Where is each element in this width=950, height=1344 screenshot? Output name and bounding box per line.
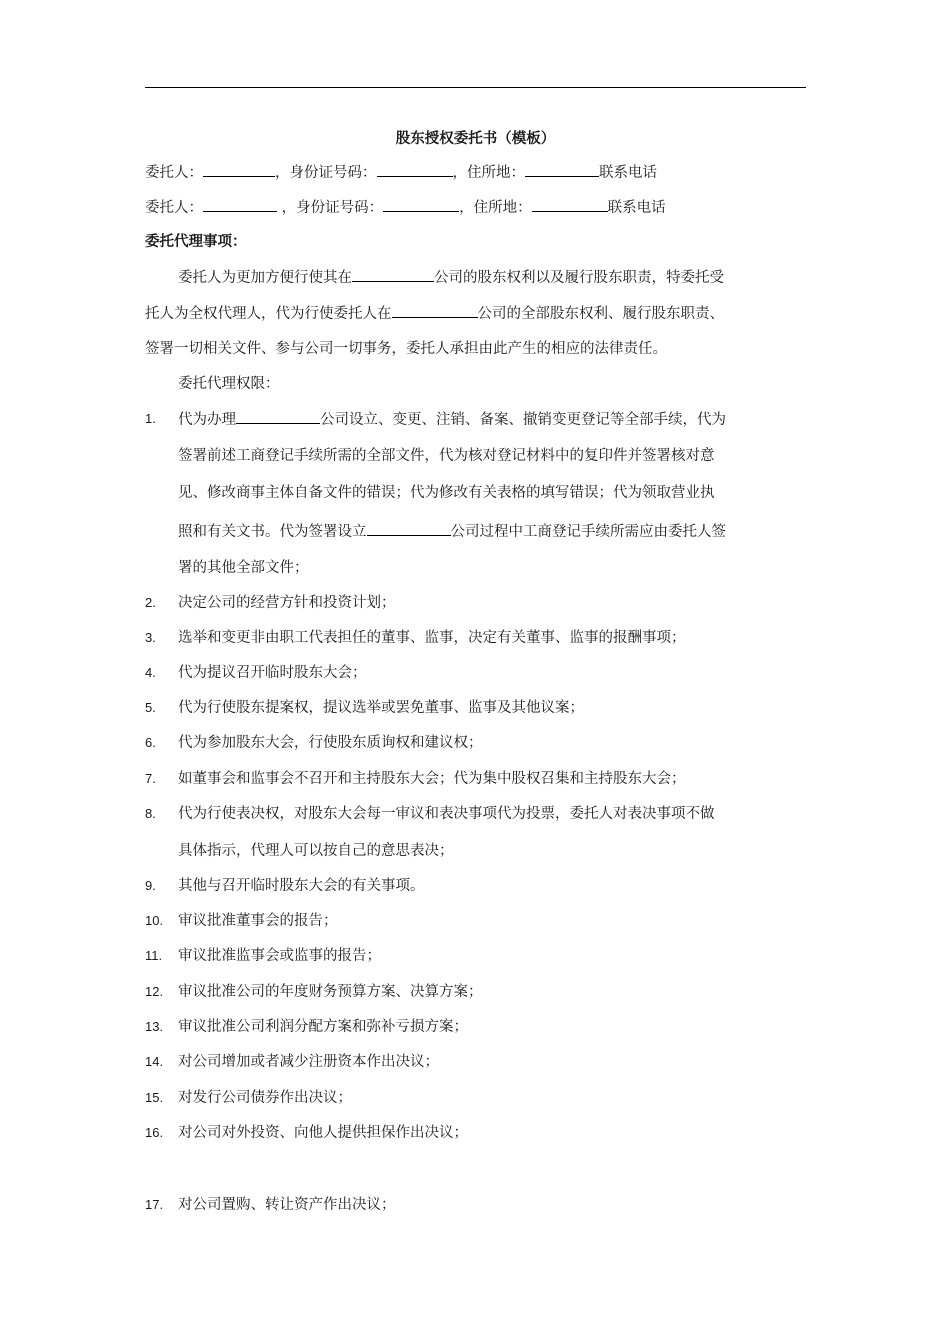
list-item-number: 9. (145, 878, 156, 893)
list-item-number: 14. (145, 1054, 164, 1069)
list-item (178, 409, 806, 430)
principal-name-blank[interactable] (203, 162, 275, 177)
item-text: 公司过程中工商登记手续所需应由委托人签 (450, 524, 726, 540)
company-name-blank[interactable] (236, 409, 320, 424)
list-item-number: 10. (145, 913, 164, 928)
list-item: 审议批准监事会或监事的报告； (178, 948, 381, 964)
list-item-number: 12. (145, 984, 164, 999)
list-item-number: 1. (145, 411, 156, 426)
list-item: 代为提议召开临时股东大会； (178, 665, 367, 681)
list-item-continuation: 具体指示，代理人可以按自己的意思表决； (178, 843, 454, 859)
list-item-number: 13. (145, 1019, 164, 1034)
list-item: 代为行使股东提案权，提议选举或罢免董事、监事及其他议案； (178, 700, 584, 716)
list-item: 对发行公司债券作出决议； (178, 1090, 352, 1106)
document-title: 股东授权委托书（模板） (395, 131, 556, 147)
item-text: 公司设立、变更、注销、备案、撤销变更登记等全部手续，代为 (320, 412, 726, 428)
intro-text: 托人为全权代理人，代为行使委托人在 (145, 306, 392, 322)
principal-label: 委托人： (145, 165, 203, 181)
list-item: 决定公司的经营方针和投资计划； (178, 595, 396, 611)
list-item: 代为参加股东大会，行使股东质询权和建议权； (178, 735, 483, 751)
id-label: ，身份证号码： (277, 200, 384, 216)
company-name-blank[interactable] (367, 521, 451, 536)
list-item: 代为行使表决权，对股东大会每一审议和表决事项代为投票，委托人对表决事项不做 (178, 806, 715, 822)
list-item-number: 2. (145, 595, 156, 610)
item-text: 照和有关文书。代为签署设立 (178, 524, 367, 540)
id-label: ，身份证号码： (275, 165, 377, 181)
intro-line-3: 签署一切相关文件、参与公司一切事务，委托人承担由此产生的相应的法律责任。 (145, 341, 667, 357)
list-item-number: 6. (145, 735, 156, 750)
address-blank[interactable] (525, 162, 599, 177)
intro-text: 公司的股东权利以及履行股东职责，特委托受 (434, 270, 724, 286)
phone-label: 联系电话 (607, 200, 666, 216)
list-item-continuation (178, 521, 806, 542)
list-item-number: 16. (145, 1125, 164, 1140)
company-name-blank[interactable] (392, 303, 478, 318)
list-item: 审议批准公司的年度财务预算方案、决算方案； (178, 984, 483, 1000)
list-item: 如董事会和监事会不召开和主持股东大会；代为集中股权召集和主持股东大会； (178, 771, 686, 787)
id-number-blank[interactable] (383, 197, 459, 212)
intro-text: 委托人为更加方便行使其在 (178, 270, 352, 286)
list-item-number: 4. (145, 665, 156, 680)
id-number-blank[interactable] (377, 162, 453, 177)
principal-row-1 (145, 162, 806, 183)
list-item-number: 8. (145, 806, 156, 821)
list-item-number: 7. (145, 771, 156, 786)
principal-row-2 (145, 197, 806, 218)
intro-line-2 (145, 303, 806, 324)
authority-heading: 委托代理权限： (178, 376, 280, 392)
intro-text: 公司的全部股东权利、履行股东职责、 (477, 306, 724, 322)
address-label: ，住所地： (452, 165, 525, 181)
principal-label: 委托人： (145, 200, 203, 216)
list-item: 对公司增加或者减少注册资本作出决议； (178, 1054, 439, 1070)
list-item-number: 5. (145, 700, 156, 715)
list-item-number: 3. (145, 630, 156, 645)
list-item-continuation: 署的其他全部文件； (178, 560, 309, 576)
principal-name-blank[interactable] (203, 197, 277, 212)
list-item: 选举和变更非由职工代表担任的董事、监事，决定有关董事、监事的报酬事项； (178, 630, 686, 646)
list-item-number: 11. (145, 948, 163, 963)
address-blank[interactable] (532, 197, 608, 212)
list-item-continuation: 签署前述工商登记手续所需的全部文件，代为核对登记材料中的复印件并签署核对意 (178, 448, 715, 464)
intro-line-1 (178, 267, 839, 288)
list-item: 审议批准公司利润分配方案和弥补亏损方案； (178, 1019, 468, 1035)
list-item-number: 17. (145, 1197, 164, 1212)
header-rule (145, 87, 806, 88)
phone-label: 联系电话 (599, 165, 657, 181)
list-item: 对公司对外投资、向他人提供担保作出决议； (178, 1125, 468, 1141)
list-item: 其他与召开临时股东大会的有关事项。 (178, 878, 425, 894)
address-label: ，住所地： (459, 200, 532, 216)
list-item-number: 15. (145, 1090, 164, 1105)
section-heading: 委托代理事项： (145, 234, 247, 250)
list-item-continuation: 见、修改商事主体自备文件的错误；代为修改有关表格的填写错误；代为领取营业执 (178, 485, 715, 501)
company-name-blank[interactable] (352, 267, 434, 282)
list-item: 对公司置购、转让资产作出决议； (178, 1197, 396, 1213)
list-item: 审议批准董事会的报告； (178, 913, 338, 929)
item-text: 代为办理 (178, 412, 236, 428)
